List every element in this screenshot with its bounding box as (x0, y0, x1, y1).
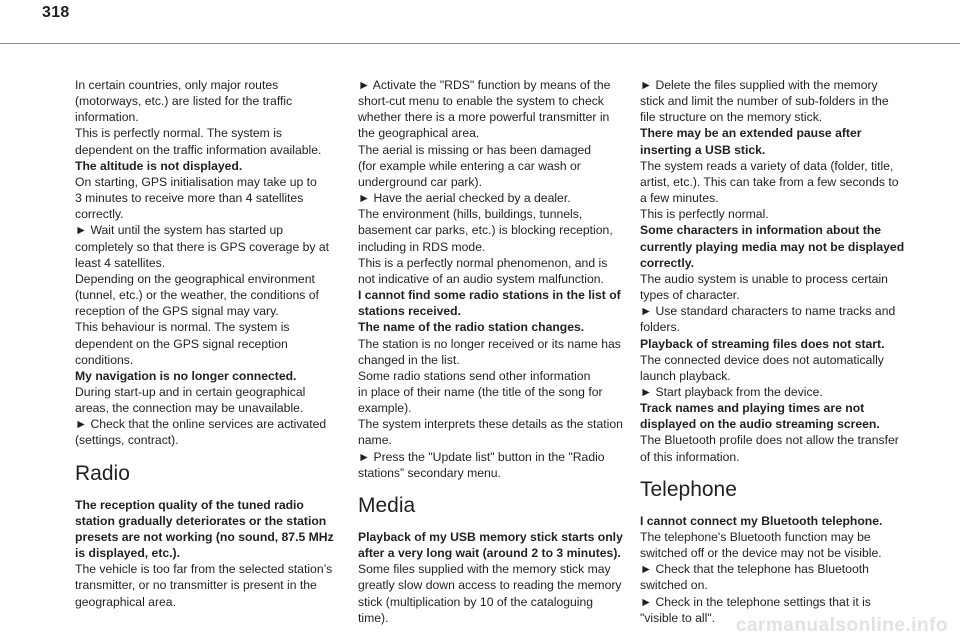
text-line: including in RDS mode. (358, 239, 486, 254)
text-line: stick and limit the number of sub-folders in the (640, 94, 889, 109)
text-line: The station is no longer received or its name has (358, 336, 621, 351)
text-line: ► Activate the "RDS" function by means of the (358, 78, 611, 92)
text-line: ► Check that the telephone has Bluetooth (640, 562, 869, 577)
bold-text-line: displayed on the audio streaming screen. (640, 417, 880, 432)
text-line: (for example while entering a car wash or (358, 158, 581, 173)
bold-text-line: The altitude is not displayed. (75, 158, 243, 173)
text-line: correctly. (75, 207, 124, 222)
text-line: The system reads a variety of data (folder, title, (640, 158, 894, 173)
bold-text-line: Playback of streaming files does not start. (640, 336, 885, 351)
text-line: The environment (hills, buildings, tunnels, (358, 207, 583, 222)
text-line: The system interprets these details as the station (358, 417, 623, 432)
bold-text-line: correctly. (640, 255, 694, 270)
text-line: ► Start playback from the device. (640, 384, 823, 399)
text-line: information. (75, 110, 139, 125)
text-line: Some radio stations send other information (358, 368, 591, 383)
bold-text-line: Playback of my USB memory stick starts only (358, 529, 623, 544)
bold-text-line: stations received. (358, 304, 461, 319)
bold-text-line: inserting a USB stick. (640, 142, 766, 157)
text-line: ► Have the aerial checked by a dealer. (358, 191, 571, 206)
text-line: stations” secondary menu. (358, 465, 501, 480)
text-line: The Bluetooth profile does not allow the transfer (640, 433, 899, 448)
text-line: in place of their name (the title of the song for (358, 384, 603, 399)
section-heading: Telephone (640, 477, 737, 501)
text-line: conditions. (75, 352, 134, 367)
text-line: switched off or the device may not be visible. (640, 546, 882, 561)
header-divider (0, 43, 960, 44)
text-line: This is perfectly normal. The system is (75, 126, 283, 141)
text-line: The vehicle is too far from the selected station’s (75, 562, 333, 577)
page-number: 318 (42, 4, 70, 21)
text-line: reception of the GPS signal may vary. (75, 304, 279, 319)
text-line: The aerial is missing or has been damaged (358, 142, 592, 157)
text-line: greatly slow down access to reading the memory (358, 578, 622, 593)
text-column-middle (358, 77, 623, 626)
bold-text-line: presets are not working (no sound, 87.5 MHz (75, 529, 334, 544)
text-line: dependent on the traffic information available. (75, 142, 322, 157)
text-line: transmitter, or no transmitter is present in the (75, 578, 317, 593)
text-line: least 4 satellites. (75, 255, 166, 270)
text-line: 3 minutes to receive more than 4 satellites (75, 191, 304, 206)
text-line: file structure on the memory stick. (640, 110, 823, 125)
bold-text-line: My navigation is no longer connected. (75, 368, 297, 383)
text-line: During start-up and in certain geographical (75, 384, 306, 399)
text-line: name. (358, 433, 392, 448)
text-line: artist, etc.). This can take from a few seconds to (640, 174, 899, 189)
text-line: folders. (640, 320, 680, 335)
text-line: ► Check that the online services are activated (75, 417, 327, 432)
text-line: In certain countries, only major routes (75, 78, 279, 92)
text-line: ► Check in the telephone settings that it is (640, 594, 871, 609)
text-line: (settings, contract). (75, 433, 179, 448)
text-line: example). (358, 401, 412, 416)
text-line: The connected device does not automatically (640, 352, 884, 367)
text-line: dependent on the GPS signal reception (75, 336, 288, 351)
text-line: The audio system is unable to process certain (640, 271, 888, 286)
text-line: changed in the list. (358, 352, 460, 367)
bold-text-line: I cannot connect my Bluetooth telephone. (640, 513, 883, 528)
text-line: the geographical area. (358, 126, 480, 141)
text-line: Some files supplied with the memory stick may (358, 562, 611, 577)
text-line: types of character. (640, 288, 740, 303)
bold-text-line: Track names and playing times are not (640, 401, 865, 416)
bold-text-line: The name of the radio station changes. (358, 320, 585, 335)
text-line: "visible to all". (640, 610, 716, 625)
text-line: stick (multiplication by 10 of the cataloguing (358, 594, 594, 609)
text-line: launch playback. (640, 368, 731, 383)
text-line: whether there is a more powerful transmitter in (358, 110, 610, 125)
text-line: underground car park). (358, 174, 482, 189)
bold-text-line: The reception quality of the tuned radio (75, 497, 304, 512)
text-line: basement car parks, etc.) is blocking reception, (358, 223, 613, 238)
text-line: areas, the connection may be unavailable. (75, 401, 304, 416)
text-column-right (640, 77, 905, 626)
text-line: ► Delete the files supplied with the memory (640, 78, 878, 92)
section-heading: Radio (75, 461, 130, 485)
bold-text-line: There may be an extended pause after (640, 126, 862, 141)
watermark: carmanualsonline.info (735, 615, 948, 636)
text-line: Depending on the geographical environment (75, 271, 315, 286)
bold-text-line: Some characters in information about the (640, 223, 882, 238)
bold-text-line: after a very long wait (around 2 to 3 minutes). (358, 546, 621, 561)
text-line: ► Use standard characters to name tracks and (640, 304, 896, 319)
text-line: This is perfectly normal. (640, 207, 769, 222)
text-line: switched on. (640, 578, 708, 593)
text-line: This is a perfectly normal phenomenon, and is (358, 255, 608, 270)
text-line: (tunnel, etc.) or the weather, the conditions of (75, 288, 319, 303)
text-line: time). (358, 610, 389, 625)
text-line: completely so that there is GPS coverage by at (75, 239, 330, 254)
text-line: (motorways, etc.) are listed for the traffic (75, 94, 293, 109)
bold-text-line: currently playing media may not be displayed (640, 239, 905, 254)
text-line: ► Wait until the system has started up (75, 223, 284, 238)
bold-text-line: I cannot find some radio stations in the list of (358, 288, 621, 303)
text-line: This behaviour is normal. The system is (75, 320, 290, 335)
text-line: geographical area. (75, 594, 176, 609)
text-line: ► Press the "Update list" button in the "Radio (358, 449, 605, 464)
text-line: not indicative of an audio system malfunction. (358, 271, 604, 286)
section-heading: Media (358, 493, 416, 517)
text-line: On starting, GPS initialisation may take up to (75, 174, 317, 189)
text-line: short-cut menu to enable the system to check (358, 94, 604, 109)
text-line: The telephone's Bluetooth function may be (640, 529, 871, 544)
text-column-left (75, 77, 333, 610)
bold-text-line: is displayed, etc.). (75, 546, 180, 561)
text-line: of this information. (640, 449, 740, 464)
text-line: a few minutes. (640, 191, 719, 206)
bold-text-line: station gradually deteriorates or the station (75, 513, 327, 528)
